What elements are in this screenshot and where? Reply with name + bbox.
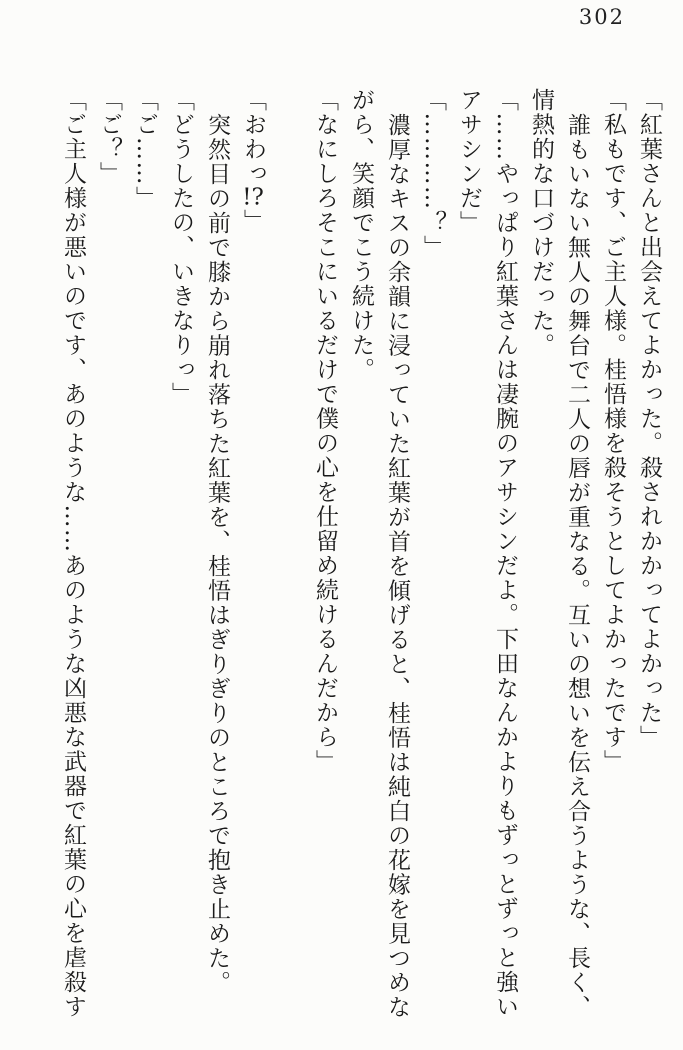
text-line: 情熱的な口づけだった。 — [528, 88, 554, 358]
vertical-text-area — [55, 88, 667, 1034]
page-number: 302 — [578, 5, 625, 29]
text-line: 「……やっぱり紅葉さんは凄腕のアサシンだよ。下田なんかよりもずっとずっと強い — [492, 88, 518, 1019]
text-line: 「…………？」 — [420, 88, 446, 260]
text-line: 濃厚なキスの余韻に浸っていた紅葉が首を傾げると、桂悟は純白の花嫁を見つめな — [384, 112, 410, 1019]
text-line: アサシンだ」 — [456, 88, 482, 235]
text-line: 「おわっ!?」 — [240, 88, 266, 234]
text-line: 「ご？」 — [96, 88, 122, 186]
text-line: 「紅葉さんと出会えてよかった。殺されかかってよかった」 — [636, 88, 662, 750]
text-line: がら、笑顔でこう続けた。 — [348, 88, 374, 382]
text-line: 誰もいない無人の舞台で二人の唇が重なる。互いの想いを伝え合うような、長く、 — [564, 112, 590, 1019]
text-line: 突然目の前で膝から崩れ落ちた紅葉を、桂悟はぎりぎりのところで抱き止めた。 — [204, 112, 230, 995]
tatechuyoko-exclamation-question: !? — [242, 186, 264, 209]
text-line: 「ご……」 — [132, 88, 158, 211]
text-line: 「どうしたの、いきなりっ」 — [168, 88, 194, 407]
text-line: 「なにしろそこにいるだけで僕の心を仕留め続けるんだから」 — [312, 88, 338, 774]
blank-line — [271, 88, 307, 1034]
text-line: 「私もです、ご主人様。桂悟様を殺そうとしてよかったです」 — [600, 88, 626, 774]
text-line: 「ご主人様が悪いのです、あのような……あのような凶悪な武器で紅葉の心を虐殺す — [60, 88, 86, 1019]
